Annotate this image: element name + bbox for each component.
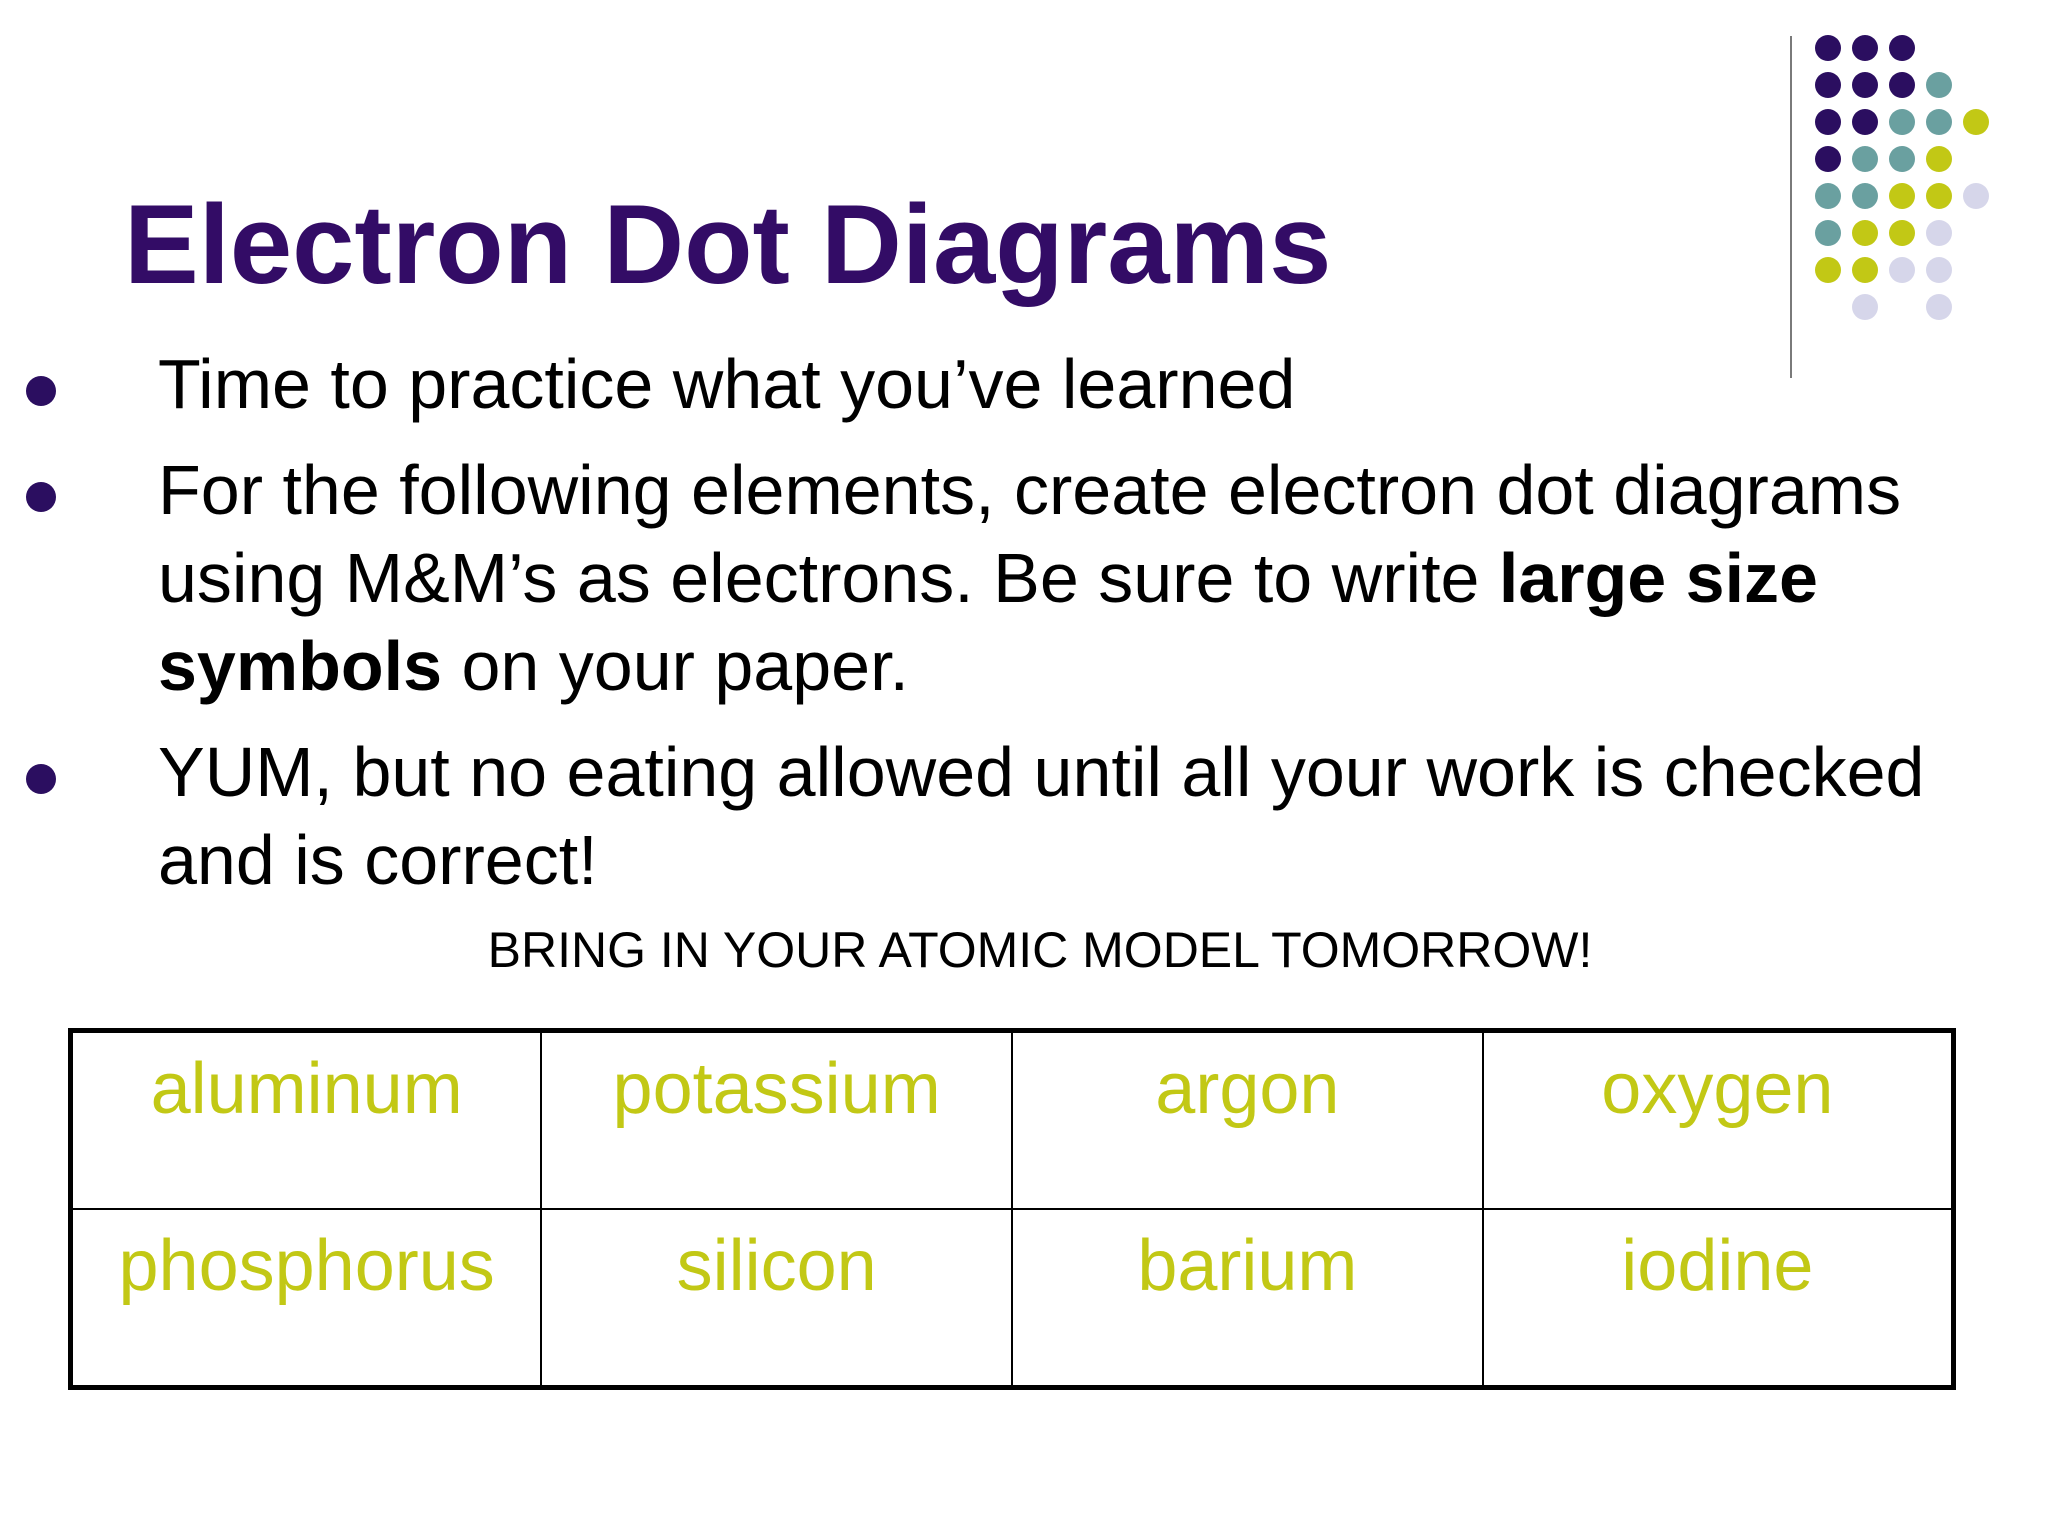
bullet-line bbox=[158, 728, 2048, 816]
bullet-line bbox=[158, 816, 2048, 904]
decorative-dot bbox=[1852, 257, 1878, 283]
text-segment: YUM, but no eating allowed until all your work is checked bbox=[158, 733, 1925, 811]
decorative-dot bbox=[1852, 183, 1878, 209]
decorative-dot bbox=[1889, 183, 1915, 209]
bullet-item bbox=[0, 728, 2048, 904]
decorative-dot bbox=[1926, 183, 1952, 209]
decorative-dot bbox=[1926, 146, 1952, 172]
text-segment: For the following elements, create electron dot diagrams bbox=[158, 451, 1902, 529]
decorative-dot bbox=[1889, 109, 1915, 135]
decorative-dot bbox=[1926, 72, 1952, 98]
decorative-dot bbox=[1815, 109, 1841, 135]
decorative-dot bbox=[1852, 220, 1878, 246]
table-row bbox=[71, 1031, 1954, 1210]
bullet-line bbox=[158, 534, 2048, 622]
decorative-dot bbox=[1815, 183, 1841, 209]
bold-text: symbols bbox=[158, 627, 442, 705]
bullet-dot-icon bbox=[26, 376, 56, 406]
bullet-line bbox=[158, 340, 2048, 428]
decorative-dot bbox=[1889, 35, 1915, 61]
decorative-dot bbox=[1815, 146, 1841, 172]
element-cell: aluminum bbox=[71, 1031, 542, 1210]
bold-text: large size bbox=[1498, 539, 1818, 617]
bullet-item bbox=[0, 340, 2048, 428]
decorative-dot bbox=[1926, 257, 1952, 283]
elements-table bbox=[68, 1028, 1956, 1390]
element-cell: argon bbox=[1012, 1031, 1483, 1210]
table-row bbox=[71, 1209, 1954, 1388]
decorative-dot bbox=[1852, 146, 1878, 172]
text-segment: and is correct! bbox=[158, 821, 598, 899]
bullet-list bbox=[0, 340, 2048, 922]
element-cell: iodine bbox=[1483, 1209, 1954, 1388]
slide-title: Electron Dot Diagrams bbox=[124, 182, 1332, 307]
decorative-dot bbox=[1815, 257, 1841, 283]
decorative-dot bbox=[1852, 109, 1878, 135]
text-segment: on your paper. bbox=[442, 627, 909, 705]
element-cell: phosphorus bbox=[71, 1209, 542, 1388]
element-cell: potassium bbox=[541, 1031, 1012, 1210]
element-cell: barium bbox=[1012, 1209, 1483, 1388]
decorative-dot bbox=[1889, 72, 1915, 98]
notice-text: BRING IN YOUR ATOMIC MODEL TOMORROW! bbox=[487, 922, 1593, 978]
bullet-dot-icon bbox=[26, 482, 56, 512]
decorative-dot bbox=[1815, 220, 1841, 246]
decorative-dot bbox=[1963, 109, 1989, 135]
decorative-dot bbox=[1926, 220, 1952, 246]
element-cell: oxygen bbox=[1483, 1031, 1954, 1210]
decorative-dot bbox=[1889, 146, 1915, 172]
decorative-dot bbox=[1963, 183, 1989, 209]
text-segment: Time to practice what you’ve learned bbox=[158, 345, 1296, 423]
text-segment: using M&M’s as electrons. Be sure to write bbox=[158, 539, 1499, 617]
decorative-dot bbox=[1852, 72, 1878, 98]
bullet-item bbox=[0, 446, 2048, 710]
decorative-dot bbox=[1815, 35, 1841, 61]
bullet-dot-icon bbox=[26, 764, 56, 794]
decorative-dot bbox=[1852, 35, 1878, 61]
decorative-dot-grid bbox=[1810, 20, 2040, 340]
decorative-dot bbox=[1815, 72, 1841, 98]
decorative-dot bbox=[1926, 294, 1952, 320]
decorative-dot bbox=[1926, 109, 1952, 135]
vertical-divider bbox=[1790, 36, 1792, 378]
decorative-dot bbox=[1889, 257, 1915, 283]
decorative-dot bbox=[1852, 294, 1878, 320]
element-cell: silicon bbox=[541, 1209, 1012, 1388]
bullet-line bbox=[158, 622, 2048, 710]
bullet-line bbox=[158, 446, 2048, 534]
decorative-dot bbox=[1889, 220, 1915, 246]
